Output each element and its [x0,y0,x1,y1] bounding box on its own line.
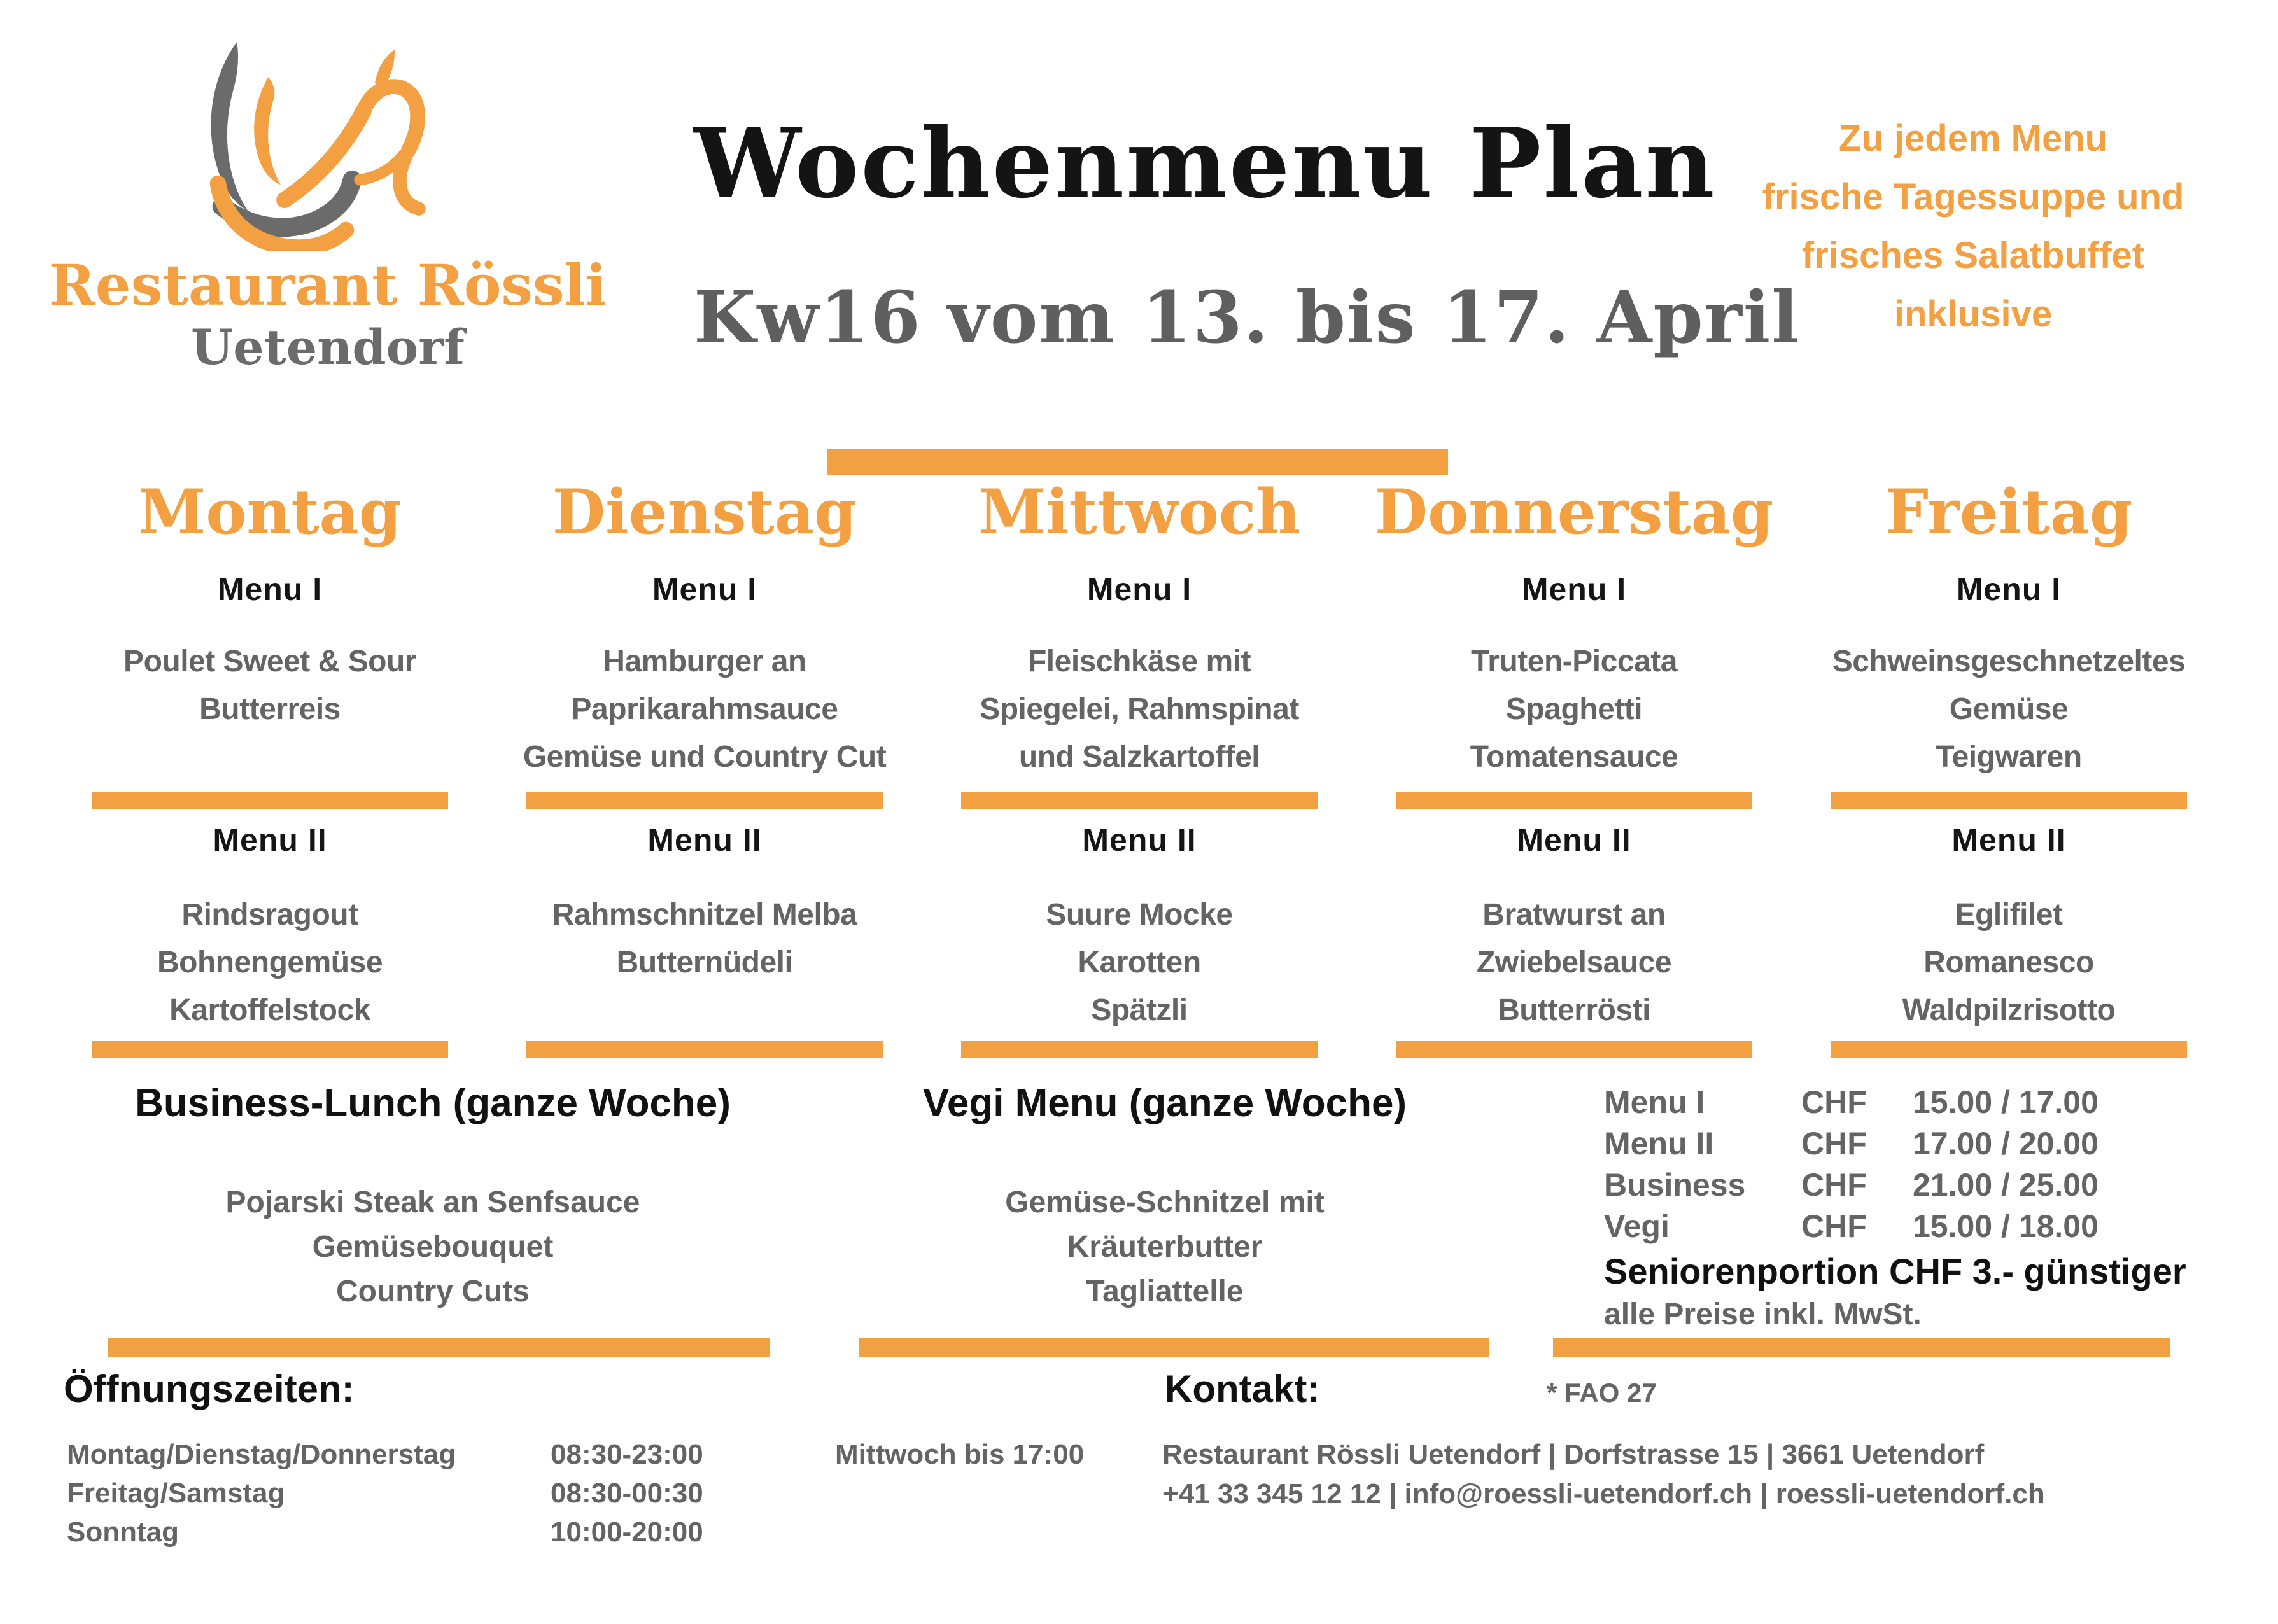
price-label: Business [1604,1167,1746,1203]
menu-divider [92,792,448,809]
price-value: 15.00 / 17.00 [1913,1084,2099,1120]
business-underline-bar [108,1338,770,1357]
menu-2-items [51,891,489,1034]
menu-item: Tagliattelle [1086,1275,1244,1308]
menu-item: Pojarski Steak an Senfsauce [225,1186,640,1219]
price-table [1604,1082,2228,1247]
price-currency: CHF [1801,1167,1867,1203]
menu-1-items [920,638,1358,781]
menu-item: Gemüse [1949,692,2069,726]
brand-name: Restaurant Rössli [48,252,607,318]
menu-item: Gemüsebouquet [312,1230,554,1264]
menu-item: Bratwurst an [1482,898,1666,932]
menu-item: Spiegelei, Rahmspinat [980,692,1299,726]
hours-row [67,1435,831,1474]
price-row [1604,1206,2228,1247]
menu-divider [1831,792,2187,809]
menu-item: Rindsragout [181,898,358,932]
contact-block [1162,1435,2244,1514]
menu-item: Paprikarahmsauce [571,692,838,726]
menu-2-items [1790,891,2228,1034]
menu-divider [1396,1041,1752,1058]
menu-1-items [1355,638,1793,781]
menu-item: Spaghetti [1505,692,1643,726]
price-currency: CHF [1801,1084,1867,1120]
menu-item: Kräuterbutter [1067,1230,1263,1264]
price-row [1604,1165,2228,1206]
day-title: Montag [138,476,402,548]
menu-2-label: Menu II [1951,822,2066,858]
note-line: frische Tagessuppe und [1762,176,2184,218]
hours-day-label: Montag/Dienstag/Donnerstag [67,1439,456,1470]
menu-1-label: Menu I [1086,571,1192,607]
menu-item: Country Cuts [336,1275,530,1308]
menu-item [51,733,489,781]
senior-portion-note: Seniorenportion CHF 3.- günstiger [1604,1251,2186,1291]
menu-item: Fleischkäse mit [1027,645,1251,678]
menu-2-label: Menu II [213,822,327,858]
menu-item: Karotten [1078,946,1201,979]
menu-item: Zwiebelsauce [1476,946,1672,979]
day-title: Mittwoch [978,476,1301,548]
day-title: Freitag [1885,476,2133,548]
price-label: Menu II [1604,1126,1714,1161]
menu-divider [1831,1041,2187,1058]
menu-2-label: Menu II [1517,822,1631,858]
price-row [1604,1082,2228,1123]
menu-item [486,986,924,1034]
menu-1-label: Menu I [1521,571,1627,607]
wednesday-hours-note: Mittwoch bis 17:00 [835,1439,1085,1470]
menu-2-items [486,891,924,1034]
menu-divider [961,1041,1318,1058]
menu-item: und Salzkartoffel [1018,740,1260,774]
day-title: Donnerstag [1374,476,1774,548]
hours-day-label: Freitag/Samstag [67,1478,285,1509]
menu-divider [92,1041,448,1058]
menu-divider [961,792,1318,809]
footnote-fao: * FAO 27 [1547,1378,1657,1408]
menu-2-items [1355,891,1793,1034]
menu-item: Waldpilzrisotto [1902,993,2116,1027]
menu-item: Eglifilet [1955,898,2063,932]
day-column-freitag [1790,471,2228,1082]
hours-row [67,1474,831,1513]
menu-item: Schweinsgeschnetzeltes [1832,645,2186,678]
opening-hours-title: Öffnungszeiten: [64,1368,355,1410]
menu-item: Gemüse und Country Cut [523,740,887,774]
price-label: Vegi [1604,1208,1670,1244]
vegi-menu-items [847,1180,1483,1314]
price-row [1604,1123,2228,1165]
price-currency: CHF [1801,1126,1867,1161]
menu-1-items [486,638,924,781]
menu-item: Teigwaren [1936,740,2082,774]
hours-day-label: Sonntag [67,1516,179,1548]
price-value: 17.00 / 20.00 [1913,1126,2099,1161]
page-subtitle: Kw16 vom 13. bis 17. April [694,276,1800,360]
menu-1-items [51,638,489,781]
hours-time: 08:30-23:00 [551,1439,703,1470]
menu-item: Bohnengemüse [157,946,383,979]
page-title: Wochenmenu Plan [694,108,1717,220]
contact-title: Kontakt: [1165,1368,1320,1410]
contact-line-1: Restaurant Rössli Uetendorf | Dorfstrasse 15 | 3661 Uetendorf [1162,1439,1985,1470]
vegi-underline-bar [859,1338,1489,1357]
day-column-donnerstag [1355,471,1793,1082]
menu-divider [1396,792,1752,809]
hours-time: 08:30-00:30 [551,1478,703,1509]
menu-item: Poulet Sweet & Sour [123,645,416,678]
vegi-menu-title: Vegi Menu (ganze Woche) [922,1081,1407,1125]
menu-2-label: Menu II [1082,822,1197,858]
price-currency: CHF [1801,1208,1867,1244]
horse-head-icon [153,38,496,251]
day-column-dienstag [486,471,924,1082]
price-label: Menu I [1604,1084,1705,1120]
menu-2-items [920,891,1358,1034]
menu-1-label: Menu I [1956,571,2062,607]
note-line: Zu jedem Menu [1838,118,2108,159]
price-underline-bar [1553,1338,2170,1357]
vat-note: alle Preise inkl. MwSt. [1604,1298,1922,1331]
brand-city: Uetendorf [191,319,465,375]
menu-item: Butterreis [199,692,341,726]
note-line: inklusive [1894,293,2053,335]
menu-item: Butternüdeli [616,946,793,979]
note-line: frisches Salatbuffet [1801,235,2145,276]
menu-1-label: Menu I [217,571,323,607]
menu-item: Kartoffelstock [169,993,370,1027]
menu-1-label: Menu I [652,571,757,607]
business-lunch-items [76,1180,789,1314]
opening-hours-rows [67,1435,831,1551]
menu-item: Tomatensauce [1470,740,1678,774]
hours-time: 10:00-20:00 [551,1516,703,1548]
inclusive-note [1699,109,2247,344]
menu-item: Rahmschnitzel Melba [552,898,857,932]
menu-item: Gemüse-Schnitzel mit [1005,1186,1325,1219]
day-column-mittwoch [920,471,1358,1082]
menu-item: Butterrösti [1498,993,1650,1027]
day-title: Dienstag [552,476,857,548]
menu-item: Truten-Piccata [1471,645,1677,678]
logo [153,38,496,251]
menu-1-items [1790,638,2228,781]
menu-item: Romanesco [1923,946,2094,979]
business-lunch-title: Business-Lunch (ganze Woche) [135,1081,731,1125]
price-value: 21.00 / 25.00 [1913,1167,2099,1203]
menu-divider [526,1041,883,1058]
menu-divider [526,792,883,809]
day-column-montag [51,471,489,1082]
menu-item: Hamburger an [603,645,806,678]
menu-item: Suure Mocke [1046,898,1233,932]
hours-row [67,1513,831,1551]
contact-line-2: +41 33 345 12 12 | info@roessli-uetendorf.ch | roessli-uetendorf.ch [1162,1478,2045,1509]
menu-item: Spätzli [1091,993,1188,1027]
price-value: 15.00 / 18.00 [1913,1208,2099,1244]
menu-2-label: Menu II [647,822,762,858]
